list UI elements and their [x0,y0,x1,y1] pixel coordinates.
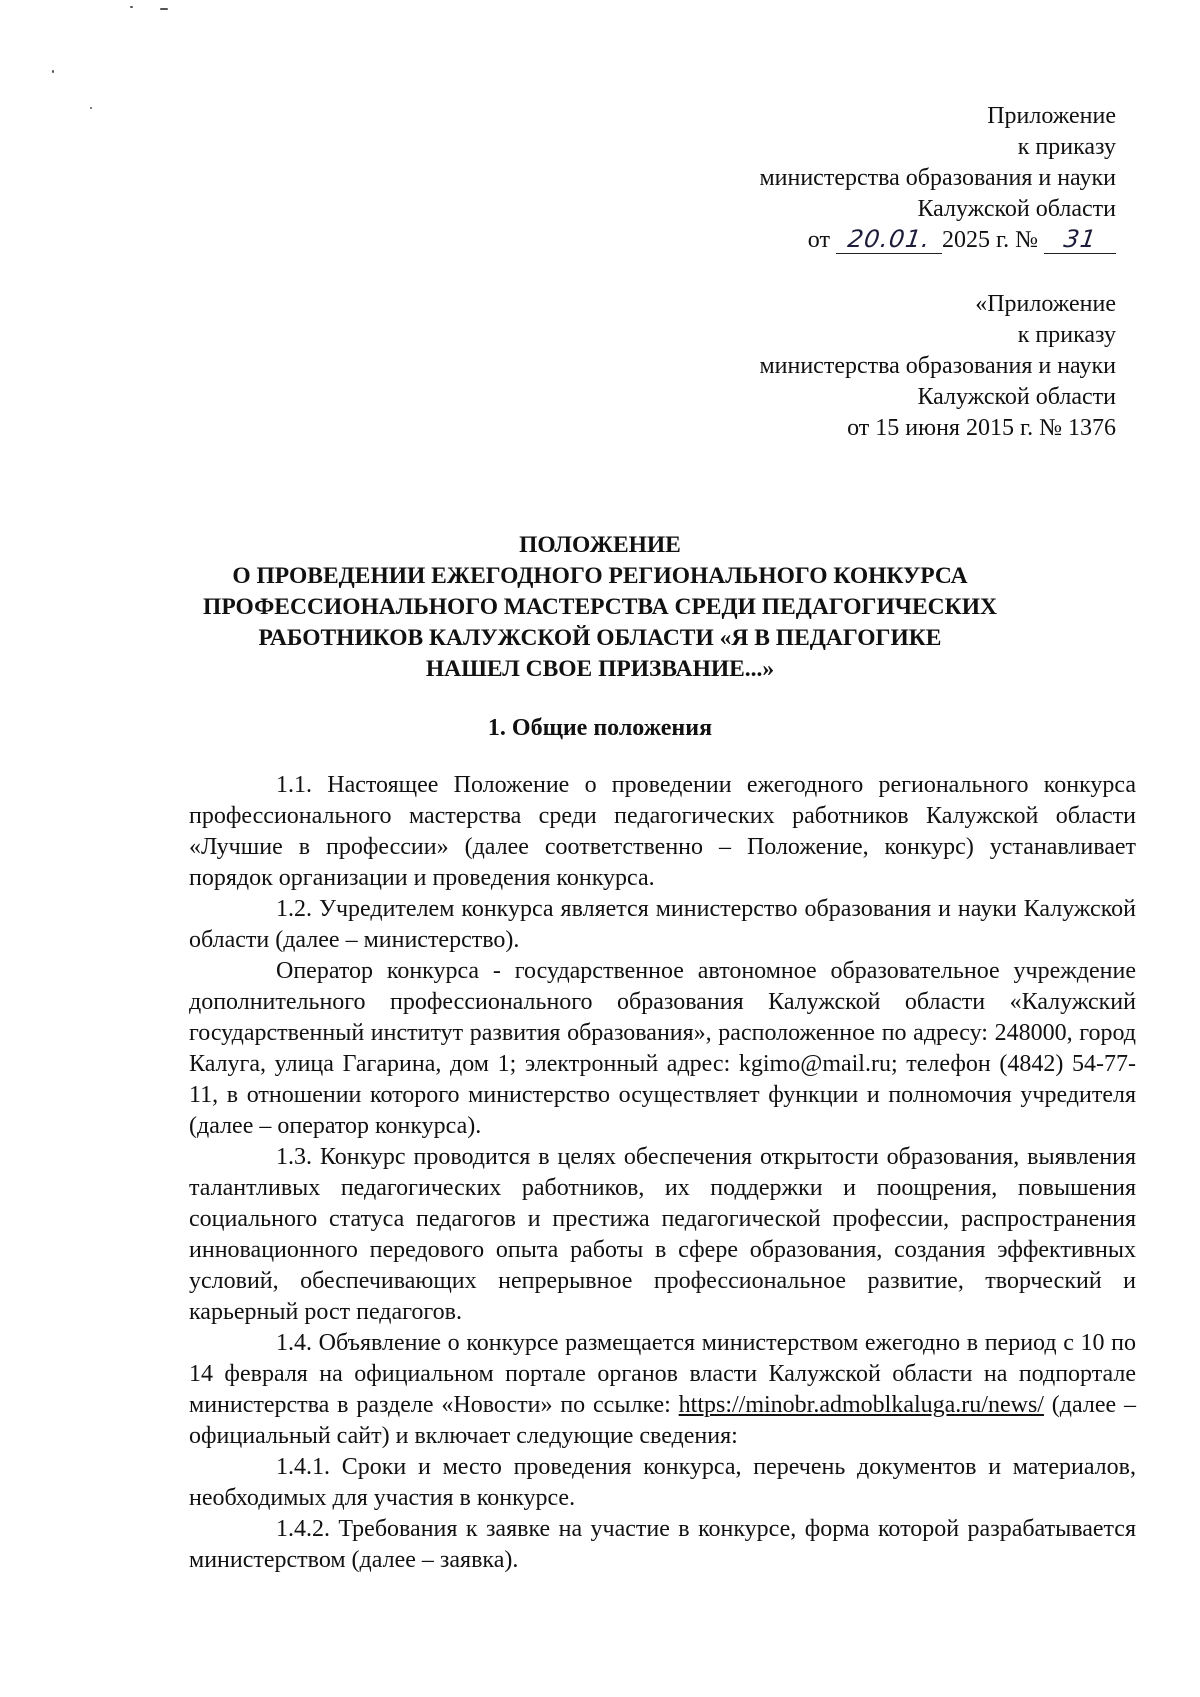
approval-block-original [759,289,1116,444]
approval-line: Калужской области [917,384,1116,410]
number-blank [1044,226,1116,254]
approval-line: министерства образования и науки [759,165,1116,191]
paragraph-1-3: 1.3. Конкурс проводится в целях обеспечения открытости образования, выявления талантливых педагогических работников, их поддержки и поощрения, повышения социального статуса педагогов и престижа педагогической профессии, распространения инновационного передового опыта работы в сфере образования, создания эффективных условий, обеспечивающих непрерывное профессиональное развитие, творческий и карьерный рост педагогов. [189,1144,1136,1325]
scan-speck [160,8,168,10]
approval-line: Приложение [987,103,1116,129]
scan-speck [130,6,133,8]
approval-line: Калужской области [917,196,1116,222]
news-link[interactable]: https://minobr.admoblkaluga.ru/news/ [678,1392,1044,1418]
scan-speck [52,70,54,73]
paragraph-1-4-text: 1.4. Объявление о конкурсе размещается министерством ежегодно в период с 10 по 14 февраля на официальном портале органов власти Калужской области на подпортале министерства в разделе «Новости» по ссылке: [189,1330,1136,1418]
document-title [0,530,1200,685]
approval-line: министерства образования и науки [759,353,1116,379]
title-line: О ПРОВЕДЕНИИ ЕЖЕГОДНОГО РЕГИОНАЛЬНОГО КОНКУРСА [232,563,968,589]
approval-line: «Приложение [975,291,1116,317]
paragraph-1-2: 1.2. Учредителем конкурса является министерство образования и науки Калужской области (далее – министерство). [189,896,1136,953]
handwritten-date: 20.01. [845,225,933,253]
title-line: РАБОТНИКОВ КАЛУЖСКОЙ ОБЛАСТИ «Я В ПЕДАГОГИКЕ [258,625,942,651]
paragraph-1-4-text-end: (далее – официальный сайт) и включает следующие сведения: [189,1392,1136,1449]
paragraph-1-1: 1.1. Настоящее Положение о проведении ежегодного регионального конкурса профессионального мастерства среди педагогических работников Калужской области «Лучшие в профессии» (далее соответственно – Положение, конкурс) устанавливает порядок организации и проведения конкурса. [189,772,1136,891]
approval-block-current [759,101,1116,256]
date-blank [836,226,942,254]
title-line: НАШЕЛ СВОЕ ПРИЗВАНИЕ...» [425,656,775,682]
paragraph-operator: Оператор конкурса - государственное автономное образовательное учреждение дополнительного профессионального образования Калужской области «Калужский государственный институт развития образования», расположенное по адресу: 248000, город Калуга, улица Гагарина, дом 1; электронный адрес: kgimo@mail.ru; телефон (4842) 54-77-11, в отношении которого министерство осуществляет функции и полномочия учредителя (далее – оператор конкурса). [189,958,1136,1139]
date-prefix: от [807,227,830,253]
approval-line: от 15 июня 2015 г. № 1376 [847,415,1116,441]
handwritten-number: 31 [1061,225,1099,253]
approval-line: к приказу [1017,134,1116,160]
title-line: ПРОФЕССИОНАЛЬНОГО МАСТЕРСТВА СРЕДИ ПЕДАГОГИЧЕСКИХ [203,594,997,620]
approval-line: к приказу [1017,322,1116,348]
paragraph-1-4-2: 1.4.2. Требования к заявке на участие в конкурсе, форма которой разрабатывается министерством (далее – заявка). [189,1516,1136,1573]
approval-date-line [759,225,1116,256]
date-year: 2025 г. № [941,227,1038,253]
title-line: ПОЛОЖЕНИЕ [519,532,681,558]
paragraph-1-4 [189,1328,1136,1452]
section-body [189,770,1136,1576]
paragraph-1-4-1: 1.4.1. Сроки и место проведения конкурса, перечень документов и материалов, необходимых для участия в конкурсе. [189,1454,1136,1511]
scan-speck [90,107,92,109]
section-heading: 1. Общие положения [487,715,713,741]
